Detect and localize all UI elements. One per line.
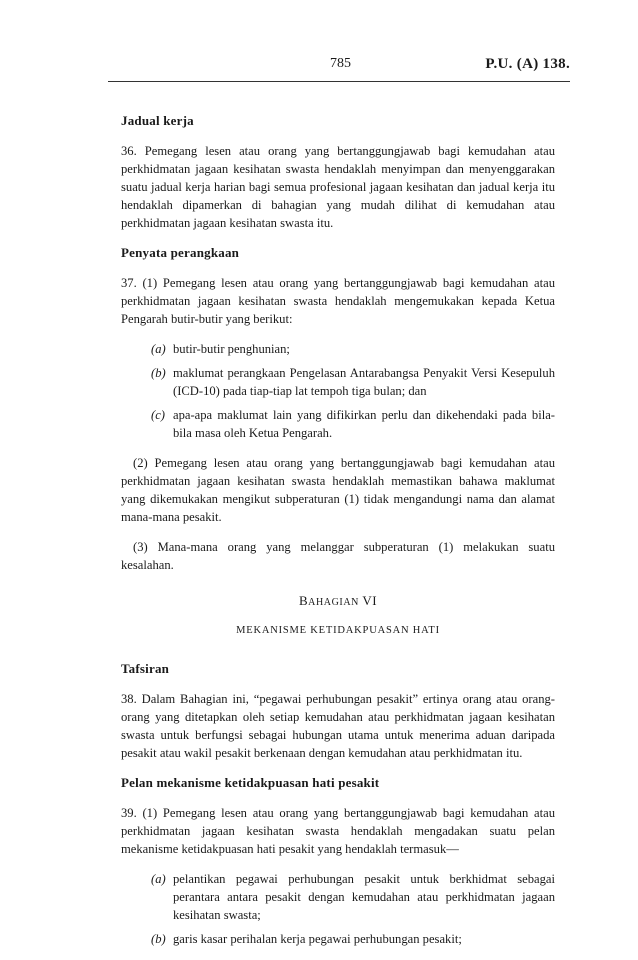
paragraph-36: 36. Pemegang lesen atau orang yang bertanggungjawab bagi kemudahan atau perkhidmatan jagaan kesihatan swasta hendaklah menyimpan dan menyenggarakan suatu jadual kerja harian bagi semua profesional jagaan kesihatan dan jadual kerja itu hendaklah dipamerkan di bahagian yang mudah dilihat di kemudahan atau perkhidmatan jagaan kesihatan swasta itu.	[121, 144, 555, 230]
part-title-number: VI	[362, 593, 377, 608]
document-body	[121, 112, 555, 960]
item-label: (b)	[151, 366, 166, 380]
paragraph-37-2: (2) Pemegang lesen atau orang yang bertanggungjawab bagi kemudahan atau perkhidmatan jagaan kesihatan swasta hendaklah memastikan bahawa maklumat yang dikemukakan mengikut subperaturan (1) tidak mengandungi nama dan alamat mana-mana pesakit.	[121, 456, 555, 524]
list-39-1	[121, 870, 555, 948]
list-item	[121, 870, 555, 924]
heading-tafsiran: Tafsiran	[121, 661, 170, 676]
list-37-1	[121, 340, 555, 442]
list-item	[121, 406, 555, 442]
item-text: apa-apa maklumat lain yang difikirkan perlu dan dikehendaki pada bila-bila masa oleh Ketua Pengarah.	[173, 408, 555, 440]
item-label: (c)	[151, 408, 165, 422]
paragraph-37-3: (3) Mana-mana orang yang melanggar subperaturan (1) melakukan suatu kesalahan.	[121, 540, 555, 572]
item-label: (a)	[151, 342, 166, 356]
page-number: 785	[330, 56, 351, 71]
item-text: garis kasar perihalan kerja pegawai perhubungan pesakit;	[173, 932, 462, 946]
list-item	[121, 930, 555, 948]
paragraph-39-1: 39. (1) Pemegang lesen atau orang yang bertanggungjawab bagi kemudahan atau perkhidmatan jagaan kesihatan swasta hendaklah mengadakan suatu pelan mekanisme ketidakpuasan hati pesakit yang hendaklah termasuk—	[121, 806, 555, 856]
list-item	[121, 340, 555, 358]
part-subtitle: MEKANISME KETIDAKPUASAN HATI	[236, 625, 440, 636]
publication-reference: P.U. (A) 138.	[485, 56, 570, 72]
item-text: pelantikan pegawai perhubungan pesakit untuk berkhidmat sebagai perantara antara pesakit dengan kemudahan atau perkhidmatan jagaan kesihatan swasta;	[173, 872, 555, 922]
paragraph-38: 38. Dalam Bahagian ini, “pegawai perhubungan pesakit” ertinya orang atau orang-orang yang ditetapkan oleh setiap kemudahan atau perkhidmatan jagaan kesihatan swasta untuk berfungsi sebagai hubungan utama untuk menerima aduan daripada pesakit atau wakil pesakit berkenaan dengan kemudahan atau perkhidmatan itu.	[121, 692, 555, 760]
item-text: butir-butir penghunian;	[173, 342, 290, 356]
item-label: (a)	[151, 872, 166, 886]
item-label: (b)	[151, 932, 166, 946]
part-title-prefix: B	[299, 593, 309, 608]
heading-penyata-perangkaan: Penyata perangkaan	[121, 245, 240, 260]
header-rule	[108, 81, 570, 82]
heading-jadual-kerja: Jadual kerja	[121, 113, 194, 128]
part-title-smallcaps: AHAGIAN	[308, 597, 359, 608]
paragraph-37-1: 37. (1) Pemegang lesen atau orang yang bertanggungjawab bagi kemudahan atau perkhidmatan jagaan kesihatan swasta hendaklah mengemukakan kepada Ketua Pengarah butir-butir yang berikut:	[121, 276, 555, 326]
heading-pelan: Pelan mekanisme ketidakpuasan hati pesakit	[121, 775, 380, 790]
page-header	[108, 56, 570, 80]
part-title	[121, 592, 555, 612]
list-item	[121, 364, 555, 400]
item-text: maklumat perangkaan Pengelasan Antarabangsa Penyakit Versi Kesepuluh (ICD-10) pada tiap-tiap lat tempoh tiga bulan; dan	[173, 366, 555, 398]
